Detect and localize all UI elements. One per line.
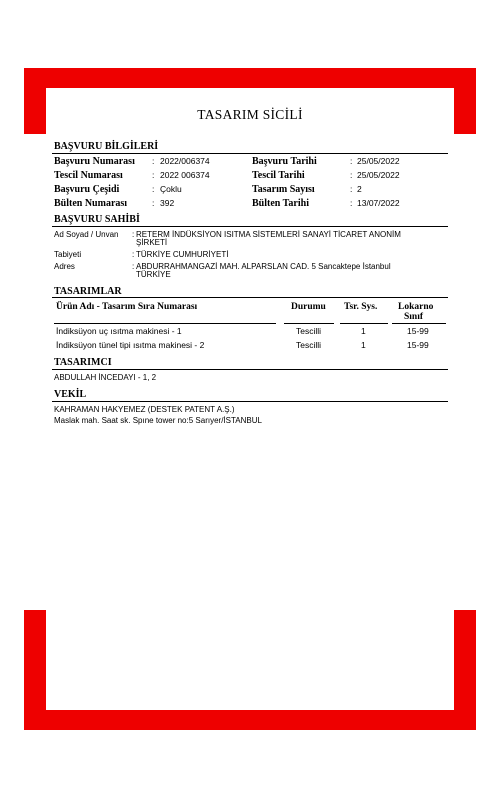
column-header-class: Sınıf	[404, 312, 424, 322]
field-value: 2022 006374	[160, 170, 210, 180]
field-colon: :	[152, 198, 155, 208]
field-value: Çoklu	[160, 184, 182, 194]
section-heading-attorney: VEKİL	[54, 389, 87, 400]
applicant-name-cont: ŞİRKETİ	[136, 238, 168, 247]
field-value: 2022/006374	[160, 156, 210, 166]
section-divider	[52, 226, 448, 227]
design-product-name: İndiksüyon uç ısıtma makinesi - 1	[56, 326, 182, 336]
field-colon: :	[350, 184, 353, 194]
header-underline	[54, 323, 276, 324]
applicant-colon: :	[132, 230, 135, 239]
document-title: TASARIM SİCİLİ	[197, 107, 303, 122]
applicant-label: Tabiyeti	[54, 250, 82, 259]
header-underline	[340, 323, 388, 324]
applicant-address-cont: TÜRKİYE	[136, 270, 171, 279]
header-underline	[284, 323, 334, 324]
section-divider	[52, 153, 448, 154]
applicant-colon: :	[132, 262, 135, 271]
field-colon: :	[152, 184, 155, 194]
field-colon: :	[350, 170, 353, 180]
column-header-design-count: Tsr. Sys.	[344, 302, 378, 312]
field-label: Tescil Numarası	[54, 170, 123, 181]
field-label: Tescil Tarihi	[252, 170, 305, 181]
section-heading-application-info: BAŞVURU BİLGİLERİ	[54, 141, 159, 152]
column-header-locarno: Lokarno	[398, 302, 434, 312]
frame-bottom-right	[454, 610, 476, 730]
design-product-name: İndiksüyon tünel tipi ısıtma makinesi - 2	[56, 340, 205, 350]
field-label: Bülten Tarihi	[252, 198, 309, 209]
applicant-address: ABDURRAHMANGAZİ MAH. ALPARSLAN CAD. 5 Sancaktepe İstanbul	[136, 262, 391, 271]
frame-top-left	[24, 68, 46, 134]
design-status: Tescilli	[296, 326, 322, 336]
field-label: Başvuru Çeşidi	[54, 184, 120, 195]
section-heading-applicant: BAŞVURU SAHİBİ	[54, 214, 140, 225]
field-value: 392	[160, 198, 175, 208]
field-colon: :	[152, 170, 155, 180]
design-count: 1	[361, 326, 366, 336]
frame-top-right	[454, 68, 476, 134]
attorney-address: Maslak mah. Saat sk. Spıne tower no:5 Sarıyer/İSTANBUL	[54, 416, 262, 425]
applicant-label: Ad Soyad / Unvan	[54, 230, 119, 239]
field-value: 2	[357, 184, 362, 194]
field-value: 25/05/2022	[357, 156, 400, 166]
section-heading-designer: TASARIMCI	[54, 357, 112, 368]
attorney-name: KAHRAMAN HAKYEMEZ (DESTEK PATENT A.Ş.)	[54, 405, 235, 414]
design-locarno: 15-99	[407, 326, 429, 336]
frame-bottom-left	[24, 610, 46, 730]
field-colon: :	[350, 156, 353, 166]
field-label: Bülten Numarası	[54, 198, 128, 209]
designer-name: ABDULLAH İNCEDAYI - 1, 2	[54, 373, 157, 382]
field-value: 25/05/2022	[357, 170, 400, 180]
design-locarno: 15-99	[407, 340, 429, 350]
section-divider	[52, 297, 448, 298]
field-value: 13/07/2022	[357, 198, 400, 208]
applicant-colon: :	[132, 250, 135, 259]
section-divider	[52, 401, 448, 402]
frame-bottom-bar	[24, 710, 476, 730]
field-colon: :	[350, 198, 353, 208]
applicant-label: Adres	[54, 262, 75, 271]
field-label: Başvuru Tarihi	[252, 156, 317, 167]
column-header-status: Durumu	[291, 302, 326, 312]
design-status: Tescilli	[296, 340, 322, 350]
frame-top-bar	[24, 68, 476, 88]
field-colon: :	[152, 156, 155, 166]
section-heading-designs: TASARIMLAR	[54, 286, 122, 297]
applicant-name: RETERM İNDÜKSİYON ISITMA SİSTEMLERİ SANAYİ TİCARET ANONİM	[136, 230, 401, 239]
design-count: 1	[361, 340, 366, 350]
field-label: Başvuru Numarası	[54, 156, 135, 167]
applicant-nationality: TÜRKİYE CUMHURİYETİ	[136, 250, 229, 259]
section-divider	[52, 369, 448, 370]
header-underline	[392, 323, 446, 324]
field-label: Tasarım Sayısı	[252, 184, 315, 195]
column-header-product: Ürün Adı - Tasarım Sıra Numarası	[56, 302, 198, 312]
